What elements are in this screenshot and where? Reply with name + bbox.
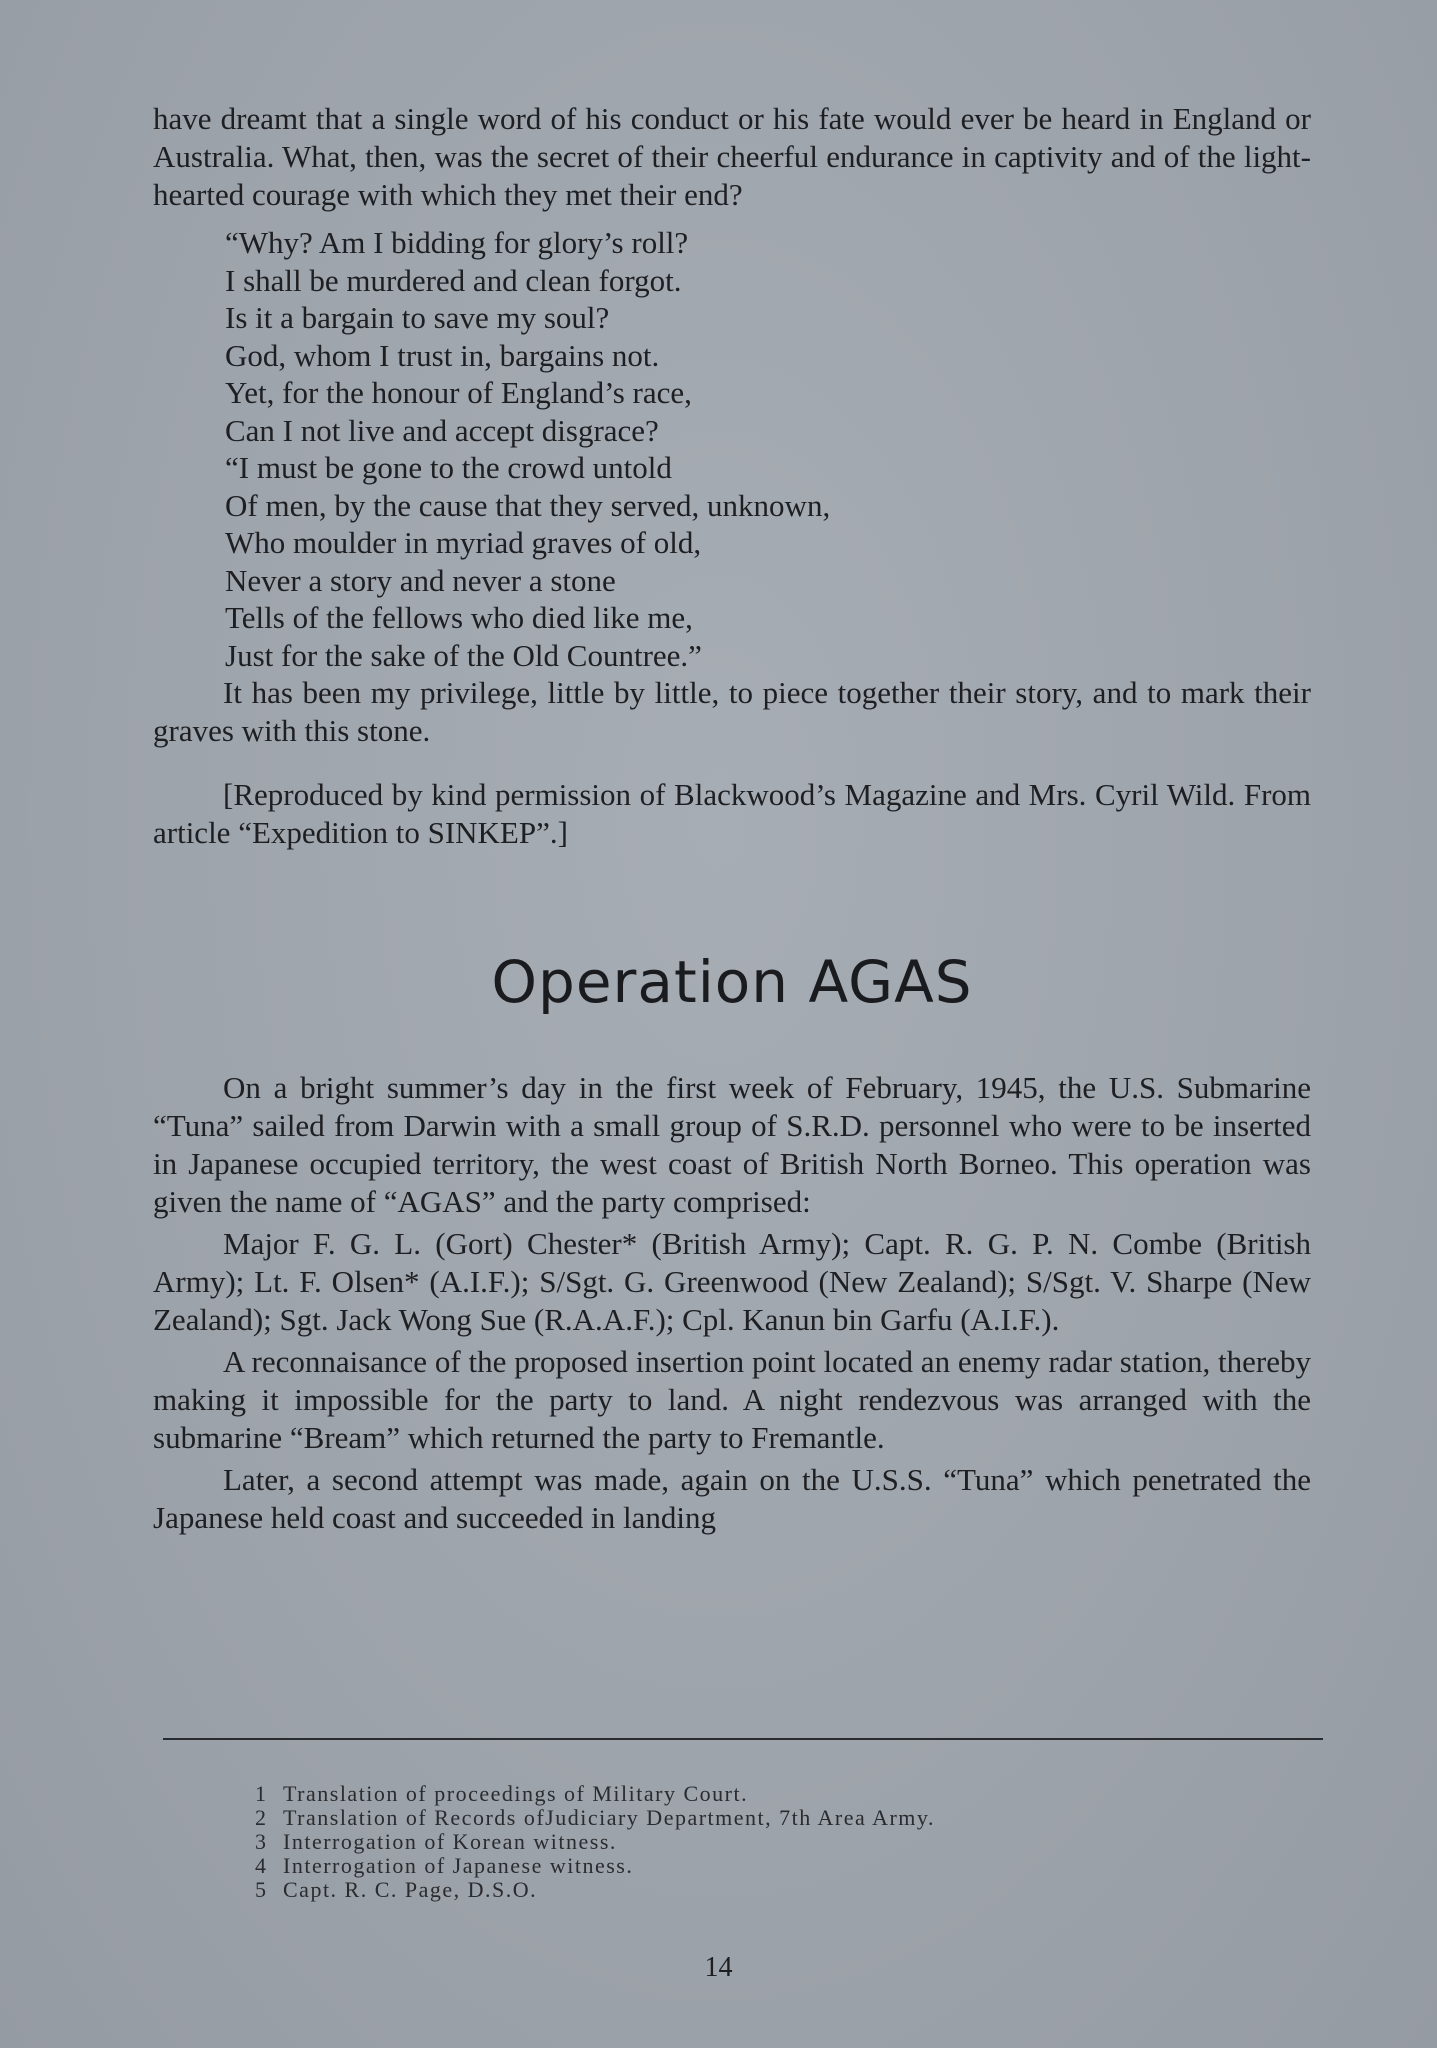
footnote-number: 2 [255,1805,268,1830]
closing-paragraph: It has been my privilege, little by little, to piece together their story, and to mark their graves with this stone. [153,675,1311,748]
poem-line: Of men, by the cause that they served, unknown, [225,487,831,523]
footnote [255,1830,1335,1854]
footnote-text: Translation of Records ofJudiciary Department, 7th Area Army. [283,1805,935,1830]
poem-line: Yet, for the honour of England’s race, [225,375,692,410]
section-body [153,1069,1311,1537]
poem-line: Is it a bargain to save my soul? [225,300,610,335]
footnote-number: 3 [255,1829,268,1854]
section-heading: Operation AGAS [491,948,973,1016]
poem-line: “I must be gone to the crowd untold [225,450,672,485]
footnote-number: 4 [255,1853,268,1878]
footnote-divider [163,1738,1323,1740]
footnote-text: Interrogation of Japanese witness. [283,1853,634,1878]
footnote-text: Capt. R. C. Page, D.S.O. [283,1877,538,1902]
footnote [255,1878,1335,1902]
poem-line: “Why? Am I bidding for glory’s roll? [225,225,689,260]
poem-line: Tells of the fellows who died like me, [225,600,693,635]
poem-line: I shall be murdered and clean forgot. [225,262,682,298]
footnote-text: Translation of proceedings of Military Court. [283,1781,749,1806]
footnote-number: 1 [255,1781,268,1806]
page-number: 14 [704,1952,733,1983]
body-paragraph: On a bright summer’s day in the first week of February, 1945, the U.S. Submarine “Tuna” sailed from Darwin with a small group of S.R.D. personnel who were to be inserted in Japanese occupied territory, the west coast of British North Borneo. This operation was given the name of “AGAS” and the party comprised: [153,1070,1311,1219]
footnote-text: Interrogation of Korean witness. [283,1829,617,1854]
reproduction-note: [Reproduced by kind permission of Blackwood’s Magazine and Mrs. Cyril Wild. From article “Expedition to SINKEP”.] [153,777,1311,850]
footnote [255,1854,1335,1878]
poem-line: Who moulder in myriad graves of old, [225,525,702,560]
footnotes [255,1782,1335,1902]
body-paragraph: Major F. G. L. (Gort) Chester* (British Army); Capt. R. G. P. N. Combe (British Army); Lt. F. Olsen* (A.I.F.); S/Sgt. G. Greenwood (New Zealand); S/Sgt. V. Sharpe (New Zealand); Sgt. Jack Wong Sue (R.A.A.F.); Cpl. Kanun bin Garfu (A.I.F.). [153,1226,1311,1337]
footnote [255,1782,1335,1806]
footnote [255,1806,1335,1830]
body-paragraph: A reconnaisance of the proposed insertion point located an enemy radar station, thereby making it impossible for the party to land. A night rendezvous was arranged with the submarine “Bream” which returned the party to Fremantle. [153,1344,1311,1455]
poem-line: Just for the sake of the Old Countree.” [225,637,702,673]
continuation-paragraph: have dreamt that a single word of his conduct or his fate would ever be heard in England or Australia. What, then, was the secret of their cheerful endurance in captivity and of the light-hearted courage with which they met their end? [153,101,1311,212]
poem-line: God, whom I trust in, bargains not. [225,337,660,373]
poem [225,224,1311,674]
body-paragraph: Later, a second attempt was made, again on the U.S.S. “Tuna” which penetrated the Japanese held coast and succeeded in landing [153,1462,1311,1535]
footnote-number: 5 [255,1877,268,1902]
page-content [153,100,1311,1541]
poem-line: Never a story and never a stone [225,562,616,598]
poem-line: Can I not live and accept disgrace? [225,412,659,448]
